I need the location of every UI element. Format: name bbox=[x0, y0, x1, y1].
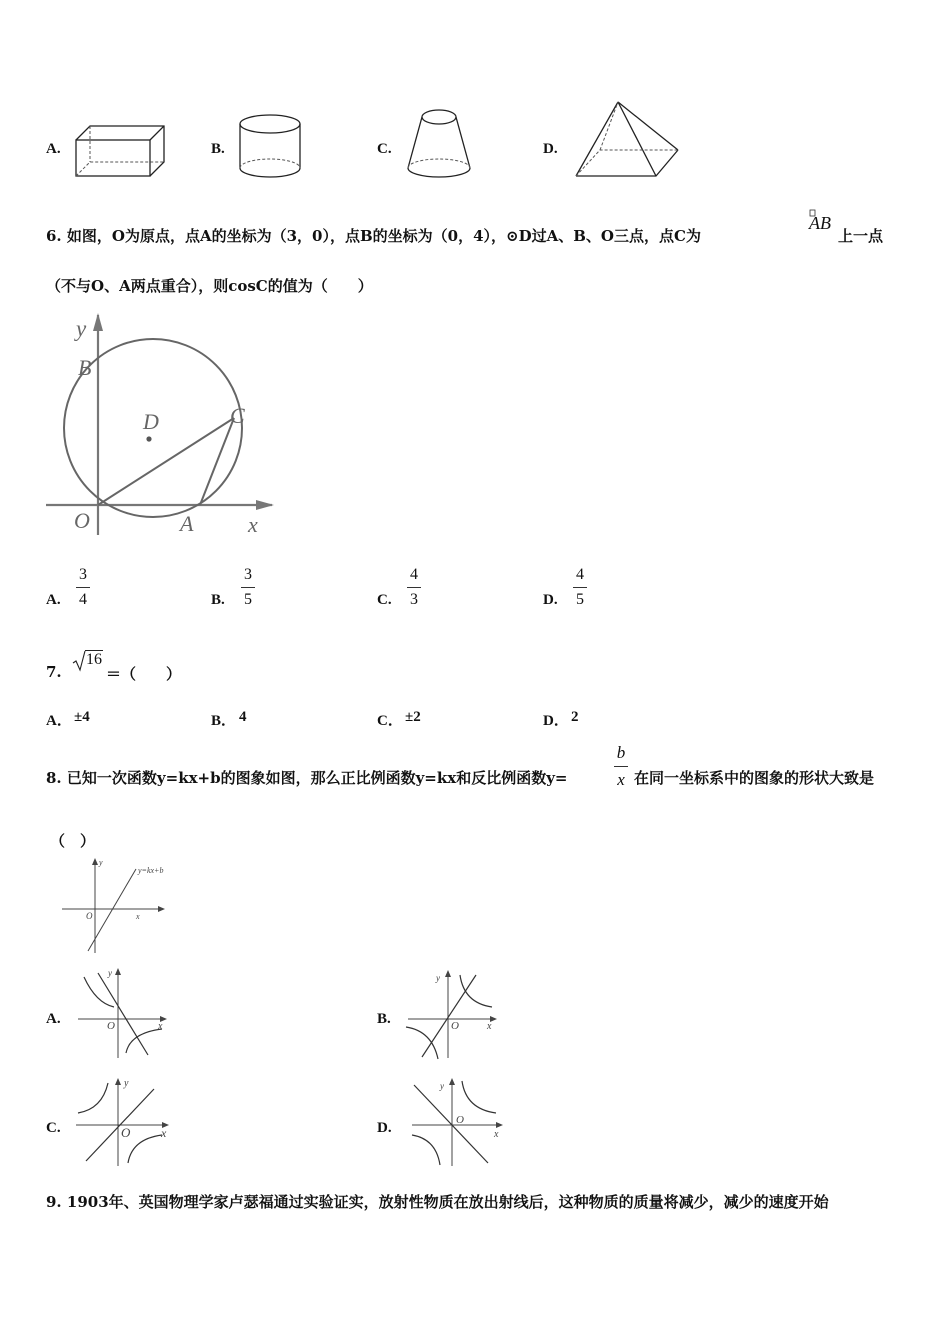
q8-option-b-label: B. bbox=[377, 1011, 391, 1027]
graph-x: x bbox=[158, 1021, 163, 1032]
q8-text-b: 在同一坐标系中的图象的形状大致是 bbox=[634, 769, 875, 787]
graph-o: O bbox=[121, 1125, 131, 1140]
q7-option-b-value: 4 bbox=[239, 709, 247, 725]
q6-option-b-fraction bbox=[241, 566, 255, 609]
q8-option-d-label: D. bbox=[377, 1120, 392, 1136]
graph-y: y bbox=[440, 1081, 444, 1091]
q8-line1 bbox=[46, 767, 568, 788]
q6-option-b-label: B. bbox=[211, 592, 225, 608]
numerator: 3 bbox=[79, 566, 87, 583]
q8-option-a-label: A. bbox=[46, 1011, 61, 1027]
q7-radicand: 16 bbox=[86, 651, 102, 668]
graph-o: O bbox=[451, 1020, 459, 1032]
q8-linear-figure bbox=[58, 855, 178, 955]
graph-o: O bbox=[107, 1020, 115, 1032]
q7-option-d-label: D． bbox=[543, 713, 569, 729]
numerator: 3 bbox=[244, 566, 252, 583]
q9-text: 1903年、英国物理学家卢瑟福通过实验证实，放射性物质在放出射线后，这种物质的质量将减少，减少的速度开始 bbox=[66, 1193, 829, 1211]
fig8-y: y bbox=[99, 858, 103, 867]
denominator: 4 bbox=[79, 591, 87, 608]
graph-x: x bbox=[487, 1021, 492, 1032]
q8-option-c-graph bbox=[72, 1073, 177, 1168]
q5-option-a-label: A. bbox=[46, 141, 61, 157]
q7-option-a-label: A． bbox=[46, 713, 72, 729]
q8-option-d-graph bbox=[404, 1073, 509, 1168]
pyramid-figure bbox=[570, 98, 685, 184]
question-9 bbox=[46, 1191, 829, 1212]
q8-paren: （ ） bbox=[50, 832, 96, 850]
q6-text-a: 如图，O为原点，点A的坐标为（3，0），点B的坐标为（0，4），⊙D过A、B、O三点，点C为 bbox=[66, 227, 701, 245]
q7-option-d-value: 2 bbox=[571, 709, 579, 725]
fig8-o: O bbox=[86, 911, 93, 921]
q5-option-b-label: B. bbox=[211, 141, 225, 157]
fig-label-c: C bbox=[230, 403, 245, 428]
fig8-line-label: y=kx+b bbox=[138, 866, 164, 875]
fig-label-a: A bbox=[180, 511, 194, 536]
q7-tail: ＝（ ） bbox=[106, 665, 182, 683]
numerator: b bbox=[616, 743, 626, 762]
q7-option-c-value: ±2 bbox=[405, 709, 421, 725]
cuboid-figure bbox=[72, 122, 168, 182]
numerator: 4 bbox=[576, 566, 584, 583]
denominator: x bbox=[617, 770, 625, 789]
q8-number: 8. bbox=[46, 769, 62, 787]
sqrt-sign bbox=[72, 650, 86, 672]
fig-label-x: x bbox=[248, 512, 258, 537]
denominator: 5 bbox=[244, 591, 252, 608]
q8-option-a-graph bbox=[74, 965, 174, 1060]
graph-o: O bbox=[456, 1114, 464, 1126]
q8-option-c-label: C. bbox=[46, 1120, 61, 1136]
fig-label-y: y bbox=[76, 316, 87, 341]
q8-option-b-graph bbox=[400, 965, 500, 1060]
arc-symbol bbox=[809, 209, 817, 217]
q6-arc-ab: AB bbox=[809, 213, 831, 233]
denominator: 3 bbox=[410, 591, 418, 608]
fig-label-b: B bbox=[78, 355, 92, 380]
graph-y: y bbox=[108, 968, 112, 978]
q9-number: 9. bbox=[46, 1193, 62, 1211]
q6-option-a-fraction bbox=[76, 566, 90, 609]
q6-option-d-label: D. bbox=[543, 592, 558, 608]
q6-option-d-fraction bbox=[573, 566, 587, 609]
q7-number: 7. bbox=[46, 663, 62, 681]
q6-option-c-fraction bbox=[407, 566, 421, 609]
q6-text-b: 上一点 bbox=[838, 227, 884, 245]
q7-option-a-value: ±4 bbox=[74, 709, 90, 725]
q8-fraction-b-over-x bbox=[614, 743, 628, 790]
denominator: 5 bbox=[576, 591, 584, 608]
graph-y: y bbox=[436, 973, 440, 983]
frustum-figure bbox=[403, 104, 475, 182]
graph-x: x bbox=[494, 1129, 499, 1140]
q5-option-d-label: D. bbox=[543, 141, 558, 157]
q7-option-b-label: B． bbox=[211, 713, 237, 729]
q5-option-c-label: C. bbox=[377, 141, 392, 157]
q6-line2: （不与O、A两点重合），则cosC的值为（ ） bbox=[46, 277, 373, 295]
q6-option-c-label: C. bbox=[377, 592, 392, 608]
q7-option-c-label: C． bbox=[377, 713, 403, 729]
numerator: 4 bbox=[410, 566, 418, 583]
graph-x: x bbox=[161, 1126, 167, 1140]
graph-y: y bbox=[124, 1078, 129, 1089]
q6-line1 bbox=[46, 225, 701, 246]
q6-number: 6. bbox=[46, 227, 62, 245]
q6-circle-figure bbox=[40, 305, 285, 550]
cylinder-figure bbox=[236, 110, 308, 182]
fig8-x: x bbox=[136, 912, 140, 921]
fig-label-d: D bbox=[143, 409, 159, 434]
q6-option-a-label: A. bbox=[46, 592, 61, 608]
fig-label-o: O bbox=[74, 508, 90, 533]
q8-text-a: 已知一次函数y=kx+b的图象如图，那么正比例函数y=kx和反比例函数y= bbox=[66, 769, 568, 787]
